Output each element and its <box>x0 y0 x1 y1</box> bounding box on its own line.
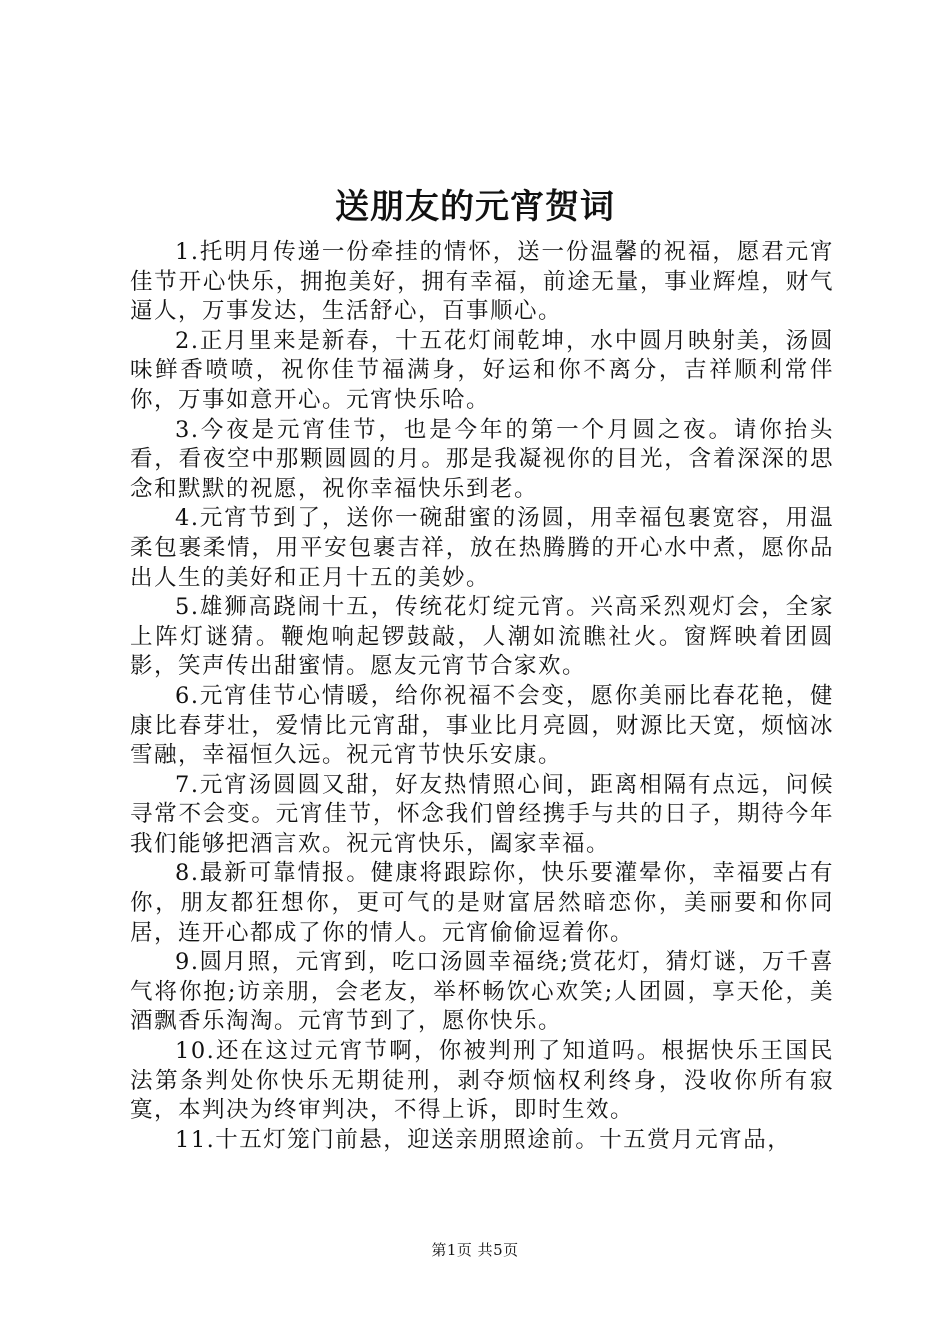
greeting-paragraph-4: 4.元宵节到了，送你一碗甜蜜的汤圆，用幸福包裹宽容，用温柔包裹柔情，用平安包裹吉祥，放在热腾腾的开心水中煮，愿你品出人生的美好和正月十五的美妙。 <box>130 505 834 591</box>
greeting-paragraph-5: 5.雄狮高跷闹十五，传统花灯绽元宵。兴高采烈观灯会，全家上阵灯谜猜。鞭炮响起锣鼓敲，人潮如流瞧社火。窗辉映着团圆影，笑声传出甜蜜情。愿友元宵节合家欢。 <box>130 594 834 680</box>
greeting-paragraph-1: 1.托明月传递一份牵挂的情怀，送一份温馨的祝福，愿君元宵佳节开心快乐，拥抱美好，拥有幸福，前途无量，事业辉煌，财气逼人，万事发达，生活舒心，百事顺心。 <box>130 239 834 325</box>
greeting-paragraph-3: 3.今夜是元宵佳节，也是今年的第一个月圆之夜。请你抬头看，看夜空中那颗圆圆的月。那是我凝视你的目光，含着深深的思念和默默的祝愿，祝你幸福快乐到老。 <box>130 416 834 502</box>
greeting-paragraph-9: 9.圆月照，元宵到，吃口汤圆幸福绕;赏花灯，猜灯谜，万千喜气将你抱;访亲朋，会老友，举杯畅饮心欢笑;人团圆，享天伦，美酒飘香乐淘淘。元宵节到了，愿你快乐。 <box>130 949 834 1035</box>
greeting-paragraph-7: 7.元宵汤圆圆又甜，好友热情照心间，距离相隔有点远，问候寻常不会变。元宵佳节，怀念我们曾经携手与共的日子，期待今年我们能够把酒言欢。祝元宵快乐，阖家幸福。 <box>130 771 834 857</box>
greeting-paragraph-2: 2.正月里来是新春，十五花灯闹乾坤，水中圆月映射美，汤圆味鲜香喷喷，祝你佳节福满身，好运和你不离分，吉祥顺利常伴你，万事如意开心。元宵快乐哈。 <box>130 327 834 413</box>
greeting-paragraph-6: 6.元宵佳节心情暖，给你祝福不会变，愿你美丽比春花艳，健康比春芽壮，爱情比元宵甜，事业比月亮圆，财源比天宽，烦恼冰雪融，幸福恒久远。祝元宵节快乐安康。 <box>130 682 834 769</box>
document-body <box>130 238 834 1155</box>
greeting-paragraph-11: 11.十五灯笼门前悬，迎送亲朋照途前。十五赏月元宵品， <box>175 1126 792 1153</box>
page-number-footer: 第1页 共5页 <box>431 1241 519 1259</box>
document-title: 送朋友的元宵贺词 <box>335 187 615 227</box>
greeting-paragraph-10: 10.还在这过元宵节啊，你被判刑了知道吗。根据快乐王国民法第条判处你快乐无期徒刑，剥夺烦恼权利终身，没收你所有寂寞，本判决为终审判决，不得上诉，即时生效。 <box>130 1038 834 1124</box>
greeting-paragraph-8: 8.最新可靠情报。健康将跟踪你，快乐要灌晕你，幸福要占有你，朋友都狂想你，更可气的是财富居然暗恋你，美丽要和你同居，连开心都成了你的情人。元宵偷偷逗着你。 <box>130 860 834 946</box>
